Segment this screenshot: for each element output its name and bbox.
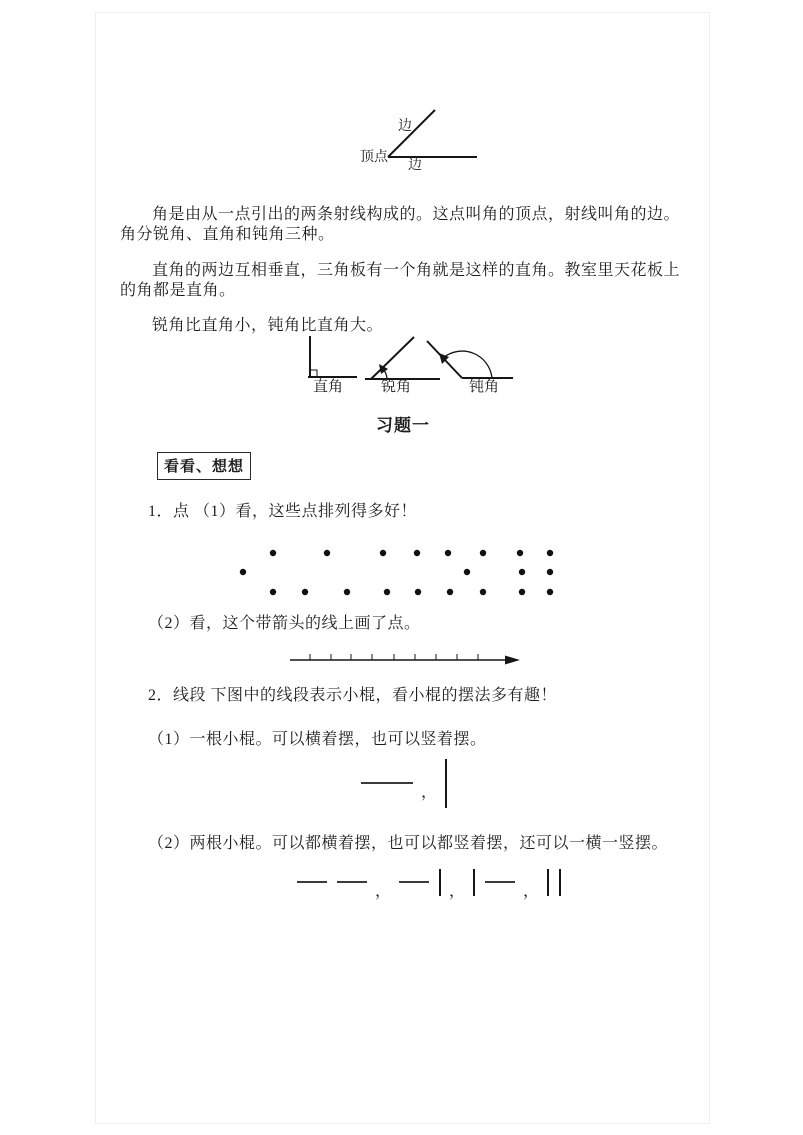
stick-separator-comma: ， — [421, 783, 438, 801]
dot — [517, 550, 523, 556]
vertical-stick — [559, 869, 561, 896]
horizontal-stick — [297, 881, 327, 883]
dots-arrangement-figure — [235, 540, 565, 602]
dot — [414, 550, 420, 556]
upper-edge-label: 边 — [398, 119, 412, 134]
item1-text: 1．点 （1）看，这些点排列得多好！ — [148, 503, 418, 520]
dot — [447, 589, 453, 595]
exercise-heading: 习题一 — [376, 416, 430, 435]
paragraph-acute-obtuse: 锐角比直角小，钝角比直角大。 — [152, 317, 384, 334]
dot — [384, 589, 390, 595]
dot — [480, 589, 486, 595]
dot — [270, 589, 276, 595]
horizontal-stick — [361, 782, 413, 784]
dot — [240, 569, 246, 575]
dot — [324, 550, 330, 556]
dot — [547, 589, 553, 595]
horizontal-stick — [485, 881, 515, 883]
stick-separator-comma: ， — [449, 882, 466, 900]
dot — [270, 550, 276, 556]
item2-text: 2．线段 下图中的线段表示小棍，看小棍的摆法多有趣！ — [148, 687, 558, 704]
item1-sub2-text: （2）看，这个带箭头的线上画了点。 — [148, 615, 421, 632]
horizontal-stick — [399, 881, 429, 883]
dot — [547, 550, 553, 556]
right-angle-label: 直角 — [313, 379, 344, 395]
vertical-stick — [547, 869, 549, 896]
stick-separator-comma: ， — [375, 882, 392, 900]
item2-sub1-text: （1）一根小棍。可以横着摆，也可以竖着摆。 — [148, 731, 487, 748]
paragraph-right-angle: 直角的两边互相垂直，三角板有一个角就是这样的直角。教室里天花板上的角都是直角。 — [120, 262, 681, 299]
section-box-label: 看看、想想 — [157, 452, 251, 480]
obtuse-angle-label: 钝角 — [469, 379, 500, 395]
right-angle-square-mark — [310, 370, 317, 377]
one-stick-figure — [356, 757, 452, 809]
stick-separator-comma: ， — [523, 882, 540, 900]
vertex-label: 顶点 — [360, 150, 388, 165]
acute-angle-ray — [371, 337, 414, 379]
vertical-stick — [439, 869, 441, 896]
number-line-arrowhead — [505, 656, 520, 665]
lower-edge-label: 边 — [408, 158, 422, 173]
dot — [519, 569, 525, 575]
item2-sub2-text: （2）两根小棍。可以都横着摆，也可以都竖着摆，还可以一横一竖摆。 — [148, 835, 669, 852]
dot — [519, 589, 525, 595]
dot — [344, 589, 350, 595]
dot — [480, 550, 486, 556]
horizontal-stick — [337, 881, 367, 883]
vertical-stick — [473, 869, 475, 896]
arrow-number-line-figure — [280, 645, 525, 675]
acute-angle-label: 锐角 — [381, 379, 412, 395]
dot — [415, 589, 421, 595]
angle-types-diagram — [295, 332, 520, 382]
vertical-stick — [445, 759, 447, 808]
two-sticks-figure — [292, 864, 566, 900]
dot — [302, 589, 308, 595]
dot — [445, 550, 451, 556]
dot — [464, 569, 470, 575]
paragraph-angle-definition: 角是由从一点引出的两条射线构成的。这点叫角的顶点，射线叫角的边。角分锐角、直角和钝角三种。 — [120, 206, 681, 243]
dot — [380, 550, 386, 556]
dot — [547, 569, 553, 575]
